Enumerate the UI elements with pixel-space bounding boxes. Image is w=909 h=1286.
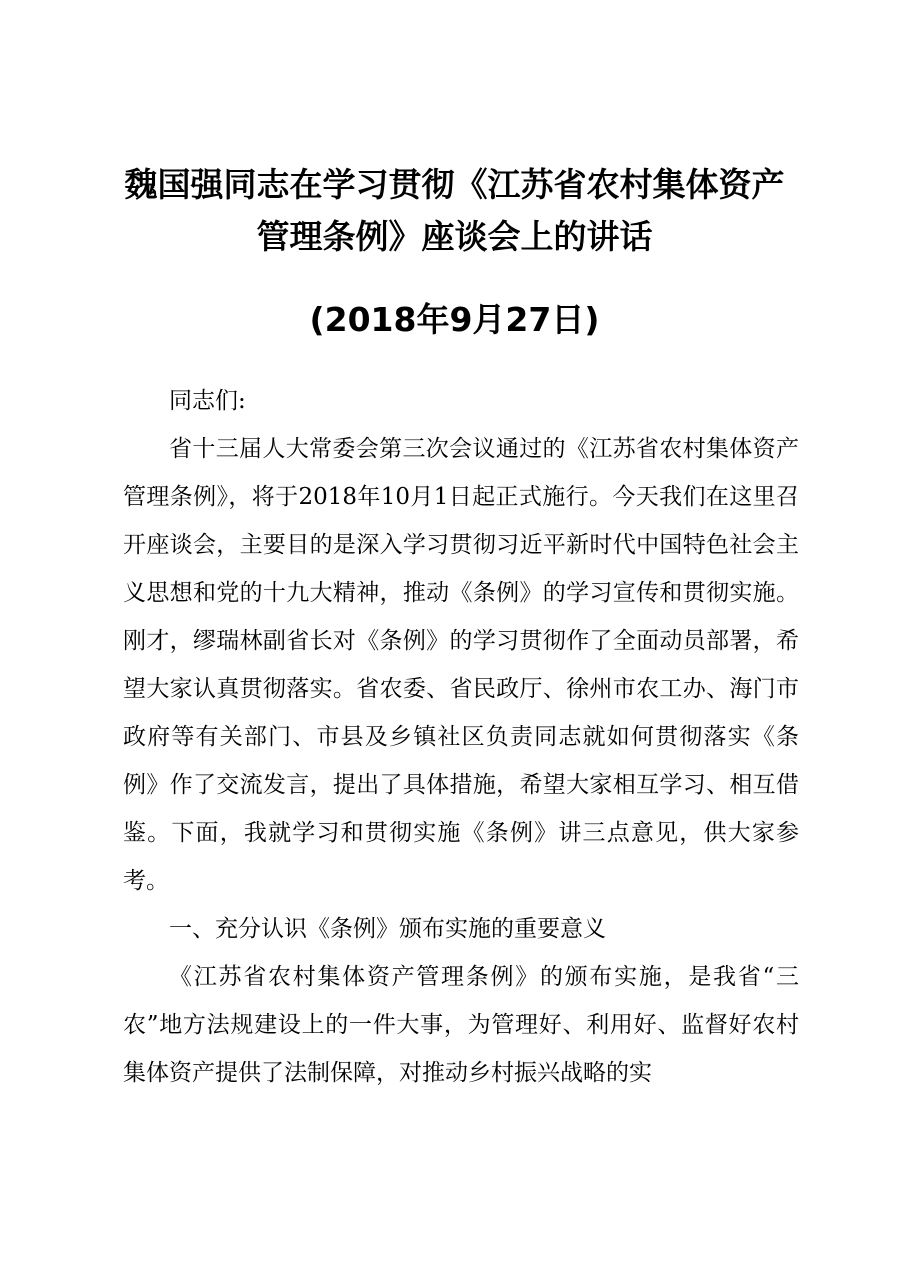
body-paragraph-1: 省十三届人大常委会第三次会议通过的《江苏省农村集体资产管理条例》，将于2018年10月1日起正式施行。今天我们在这里召开座谈会，主要目的是深入学习贯彻习近平新时代中国特色社会主义思想和党的十九大精神，推动《条例》的学习宣传和贯彻实施。刚才，缪瑞林副省长对《条例》的学习贯彻作了全面动员部署，希望大家认真贯彻落实。省农委、省民政厅、徐州市农工办、海门市政府等有关部门、市县及乡镇社区负责同志就如何贯彻落实《条例》作了交流发言，提出了具体措施，希望大家相互学习、相互借鉴。下面，我就学习和贯彻实施《条例》讲三点意见，供大家参考。 bbox=[123, 436, 799, 894]
salutation: 同志们: bbox=[169, 388, 246, 414]
speech-date: (2018年9月27日) bbox=[309, 300, 600, 339]
body-paragraph-2: 《江苏省农村集体资产管理条例》的颁布实施，是我省“三农”地方法规建设上的一件大事，为管理好、利用好、监督好农村集体资产提供了法制保障，对推动乡村振兴战略的实 bbox=[123, 964, 799, 1086]
document-title-line-1: 魏国强同志在学习贯彻《江苏省农村集体资产 bbox=[124, 165, 785, 204]
section-heading-1: 一、充分认识《条例》颁布实施的重要意义 bbox=[169, 916, 606, 942]
document-title-line-2: 管理条例》座谈会上的讲话 bbox=[256, 217, 653, 256]
document-body bbox=[123, 377, 799, 1097]
